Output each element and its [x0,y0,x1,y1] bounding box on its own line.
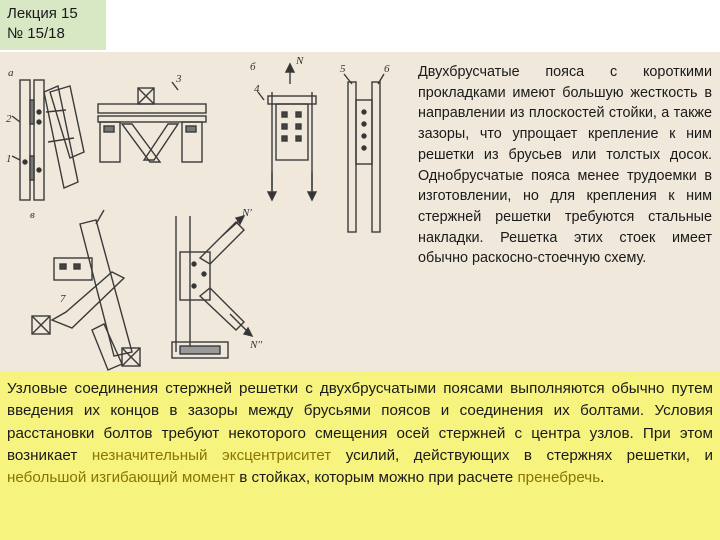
drawing-column-right [344,74,384,232]
node-joints-drawing [0,52,410,372]
right-text-panel [410,52,720,372]
highlight-bending-moment: небольшой изгибающий момент [7,469,236,487]
slide-number: № 15/18 [7,25,65,42]
bottom-text-part-4: . [600,469,605,487]
label-N: N [296,55,304,67]
drawing-v [32,210,140,370]
lecture-badge [0,0,106,50]
bottom-paragraph [7,378,713,489]
label-4: 4 [254,83,260,95]
label-a: а [8,67,14,79]
bottom-text-part-1: Узловые соединения стержней решетки с двухбрусчатыми поясами выполняются обычно путем введения их концов в зазоры между брусьями поясов и соединения их болтами. Условия расстановки болтов требуют некоторого смещения осей стержней с центра узлов. При этом возникает [7,380,713,464]
figure-drawings [0,52,410,372]
drawing-node-forces [172,216,252,358]
label-b: б [250,61,256,73]
label-N-prime: N' [242,207,252,219]
bottom-text-part-2: усилий, действующих в стержнях решетки, и [331,446,713,464]
highlight-eccentricity: незначительный эксцентриситет [91,446,332,464]
label-N-double-prime: N'' [250,339,263,351]
label-1: 1 [6,153,12,165]
right-paragraph: Двухбрусчатые пояса с короткими прокладками имеют большую жесткость в направлении из плоскостей стойки, а также зазоры, что упрощает крепление к ним решетки из брусьев или толстых досок. Однобрусчатые пояса менее трудоемки в изготовлении, но для крепления к ним стержней решетки требуются стальные накладки. Решетка этих стоек имеет обычно раскосно-стоечную схему. [418,64,712,267]
label-5: 5 [340,63,346,75]
label-7: 7 [60,293,66,305]
label-v: в [30,209,35,221]
lecture-title: Лекция 15 [7,5,78,22]
drawing-b [258,64,316,200]
bottom-text-part-3: в стойках, которым можно при расчете [235,469,518,487]
drawing-beam-frame [98,82,206,162]
drawing-a [12,80,84,200]
highlight-neglect: пренебречь [517,469,601,487]
label-6: 6 [384,63,390,75]
label-3: 3 [176,73,182,85]
label-2: 2 [6,113,12,125]
